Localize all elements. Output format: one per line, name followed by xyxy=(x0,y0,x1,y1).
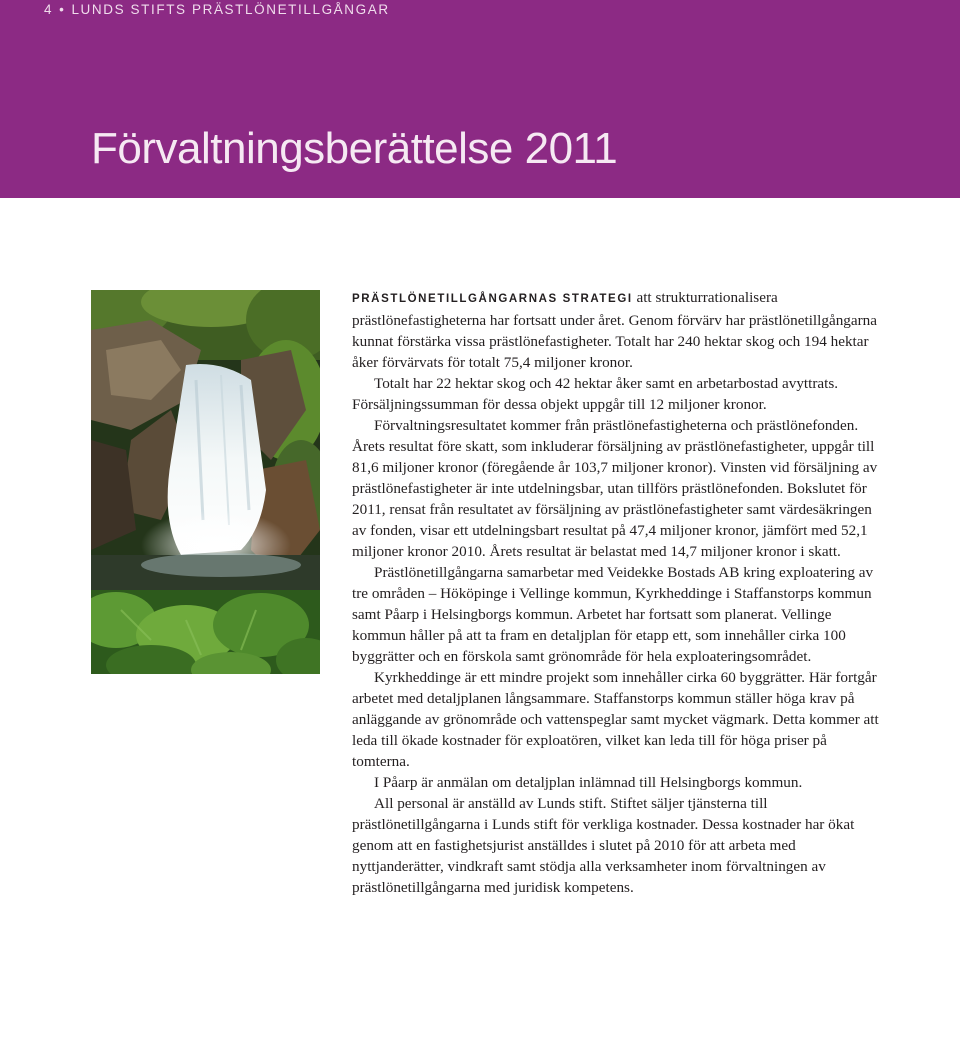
paragraph-personnel: All personal är anställd av Lunds stift. Stiftet säljer tjänsterna till prästlönetillgångarna i Lunds stift för verkliga kostnader. Dessa kostnader har ökat genom att en fastighetsjurist anställdes i slutet på 2010 för att arbeta med nyttjanderätter, vindkraft samt stödja alla verksamheter inom förvaltningen av prästlönetillgångarna med juridisk kompetens. xyxy=(352,795,855,896)
body-text xyxy=(352,287,882,898)
waterfall-photo xyxy=(91,290,320,674)
lead-heading: PRÄSTLÖNETILLGÅNGARNAS STRATEGI xyxy=(352,293,633,305)
page-number: 4 xyxy=(44,2,54,17)
header-separator: • xyxy=(59,2,66,17)
lead-paragraph xyxy=(352,287,882,373)
paragraph-divestments: Totalt har 22 hektar skog och 42 hektar åker samt en arbetarbostad avyttrats. Försäljningssumman för dessa objekt uppgår till 12 miljoner kronor. xyxy=(352,375,839,413)
page-title: Förvaltningsberättelse 2011 xyxy=(91,124,618,173)
paragraph-veidekke: Prästlönetillgångarna samarbetar med Veidekke Bostads AB kring exploatering av tre områden – Hököpinge i Vellinge kommun, Kyrkheddinge i Staffanstorps kommun samt Påarp i Helsingborgs kommun. Arbetet har fortsatt som planerat. Vellinge kommun håller på att ta fram en detaljplan för etapp ett, som innehåller cirka 100 byggrätter och en förskola samt grönområde för hela exploateringsområdet. xyxy=(352,564,874,665)
paragraph-kyrkheddinge: Kyrkheddinge är ett mindre projekt som innehåller cirka 60 byggrätter. Här fortgår arbetet med detaljplanen långsammare. Staffanstorps kommun ställer höga krav på anläggande av grönområde och vattenspeglar samt mycket vägmark. Detta kommer att leda till ökade kostnader för exploatören, vilket kan leda till för höga priser på tomterna. xyxy=(352,669,879,770)
lead-text: att strukturrationalisera prästlönefastigheterna har fortsatt under året. Genom förvärv har prästlönetillgångarna kunnat förstärka vissa prästlönefastigheter. Totalt har 240 hektar skog och 194 hektar åker förvärvats för totalt 75,4 miljoner kronor. xyxy=(352,289,878,371)
running-title: LUNDS STIFTS PRÄSTLÖNETILLGÅNGAR xyxy=(71,2,390,17)
running-header xyxy=(44,2,390,17)
paragraph-paarp: I Påarp är anmälan om detaljplan inlämnad till Helsingborgs kommun. xyxy=(374,774,803,791)
paragraph-result: Förvaltningsresultatet kommer från prästlönefastigheterna och prästlönefonden. Årets resultat före skatt, som inkluderar försäljning av prästlönefastigheter, uppgår till 81,6 miljoner kronor (föregående år 103,7 miljoner kronor). Vinsten vid försäljning av prästlönefastigheter är inte utdelningsbar, utan tillförs prästlönefonden. Bokslutet för 2011, rensat från resultatet av försäljning av prästlönefastigheter samt värdesäkringen av fonden, visar ett utdelningsbart resultat på 47,4 miljoner kronor, jämfört med 52,1 miljoner kronor 2010. Årets resultat är belastat med 14,7 miljoner kronor i skatt. xyxy=(352,417,878,560)
